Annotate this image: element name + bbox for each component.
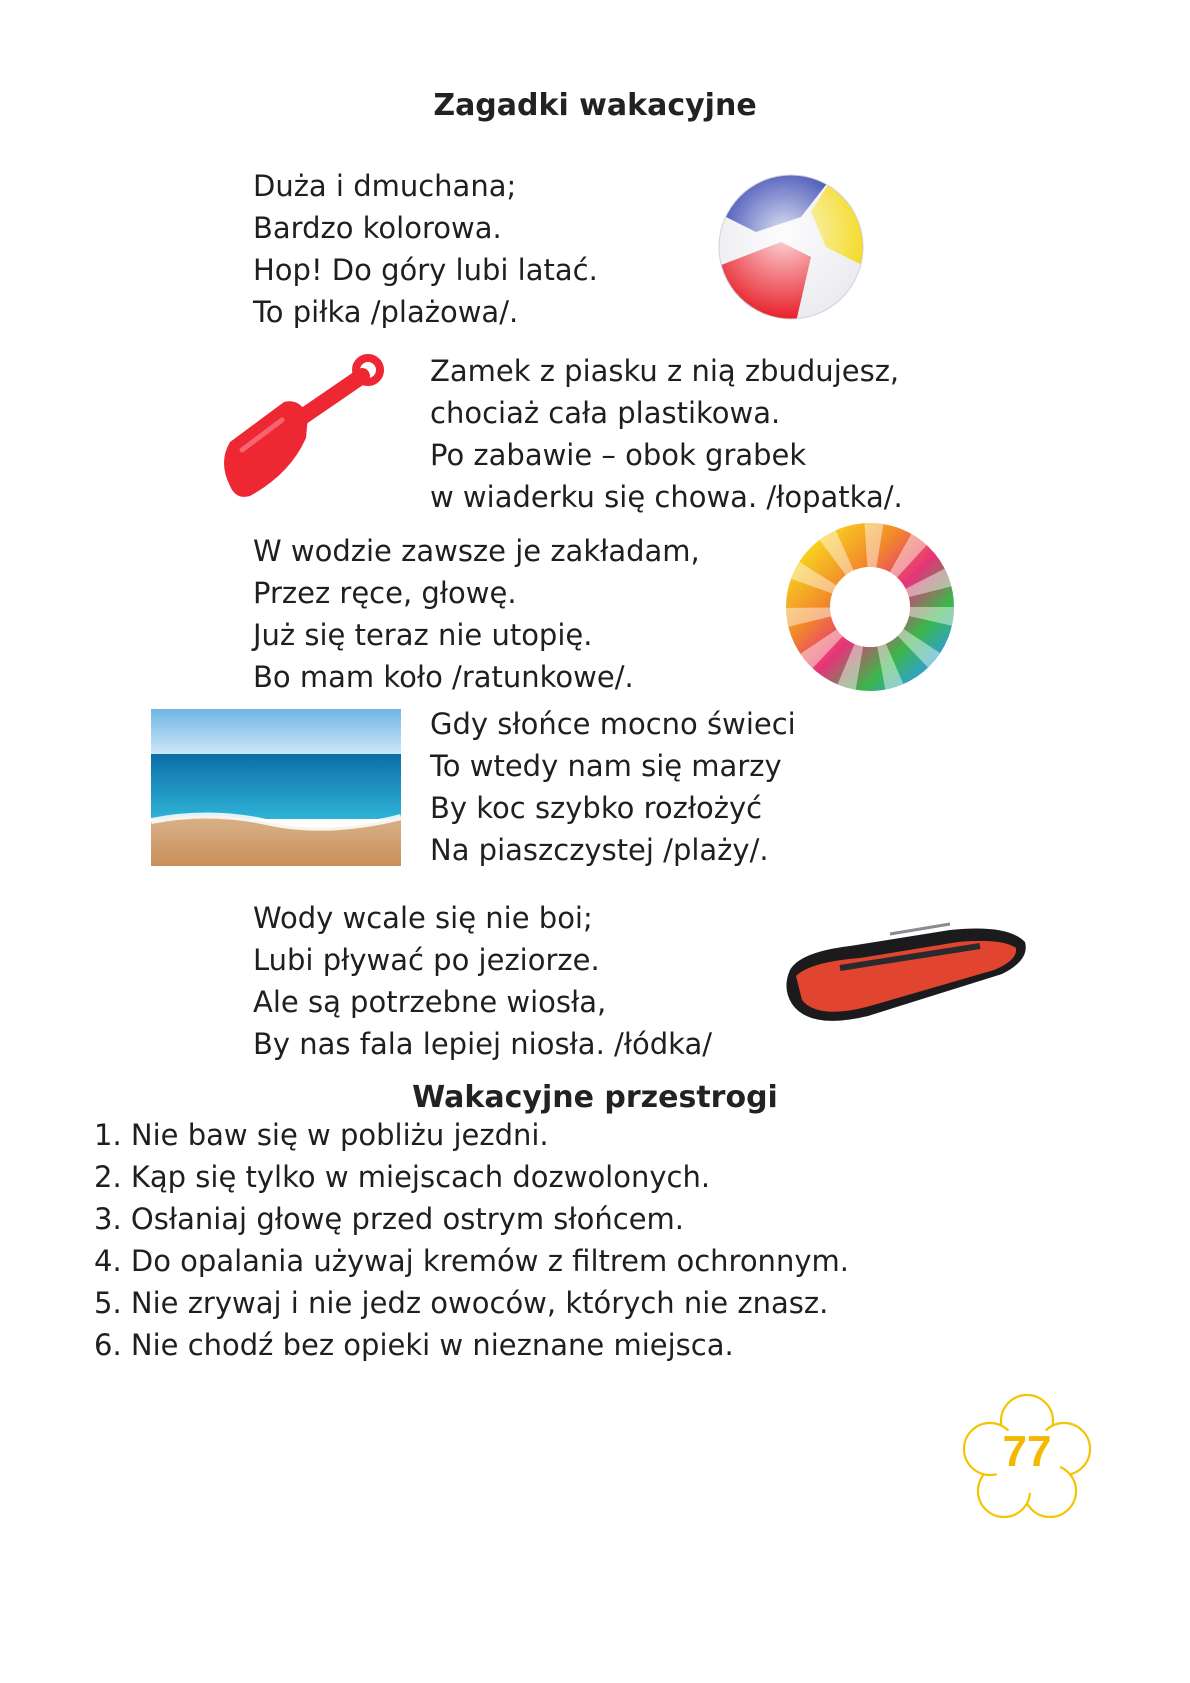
riddle-swim-ring [253, 530, 700, 698]
list-item: 4. Do opalania używaj kremów z filtrem ochronnym. [94, 1244, 849, 1278]
riddle-line: Już się teraz nie utopię. [253, 618, 593, 652]
riddle-line: chociaż cała plastikowa. [430, 396, 781, 430]
beach-image [151, 709, 401, 866]
list-item: 6. Nie chodź bez opieki w nieznane miejsca. [94, 1328, 734, 1362]
page-number-badge [962, 1393, 1092, 1521]
riddle-line: w wiaderku się chowa. /łopatka/. [430, 480, 903, 514]
riddle-line: By nas fala lepiej niosła. /łódka/ [253, 1027, 712, 1061]
riddle-line: Przez ręce, głowę. [253, 576, 517, 610]
riddle-boat [253, 897, 712, 1065]
page-number: 77 [1002, 1427, 1052, 1476]
riddle-line: To piłka /plażowa/. [253, 295, 519, 329]
list-item: 1. Nie baw się w pobliżu jezdni. [94, 1118, 549, 1152]
boat-icon [780, 912, 1030, 1032]
riddle-beach [430, 703, 796, 871]
riddle-shovel [430, 350, 903, 518]
riddle-line: Po zabawie – obok grabek [430, 438, 807, 472]
page-title: Zagadki wakacyjne [433, 88, 757, 123]
riddle-line: To wtedy nam się marzy [430, 749, 782, 783]
list-item: 2. Kąp się tylko w miejscach dozwolonych. [94, 1160, 711, 1194]
list-item: 5. Nie zrywaj i nie jedz owoców, których nie znasz. [94, 1286, 829, 1320]
riddle-line: Bardzo kolorowa. [253, 211, 502, 245]
beach-ball-icon [716, 172, 866, 322]
riddle-line: Gdy słońce mocno świeci [430, 707, 796, 741]
rules-title: Wakacyjne przestrogi [412, 1080, 778, 1115]
list-item: 3. Osłaniaj głowę przed ostrym słońcem. [94, 1202, 685, 1236]
riddle-line: Bo mam koło /ratunkowe/. [253, 660, 634, 694]
riddle-beach-ball [253, 165, 598, 333]
riddle-line: Lubi pływać po jeziorze. [253, 943, 600, 977]
riddle-line: Duża i dmuchana; [253, 169, 517, 203]
swim-ring-icon [785, 522, 955, 692]
riddle-line: Ale są potrzebne wiosła, [253, 985, 607, 1019]
riddle-line: Hop! Do góry lubi latać. [253, 253, 598, 287]
riddle-line: Na piaszczystej /plaży/. [430, 833, 769, 867]
riddle-line: W wodzie zawsze je zakładam, [253, 534, 700, 568]
riddle-line: By koc szybko rozłożyć [430, 791, 763, 825]
rules-list [94, 1114, 849, 1366]
riddle-line: Zamek z piasku z nią zbudujesz, [430, 354, 900, 388]
shovel-icon [212, 354, 392, 504]
riddle-line: Wody wcale się nie boi; [253, 901, 593, 935]
